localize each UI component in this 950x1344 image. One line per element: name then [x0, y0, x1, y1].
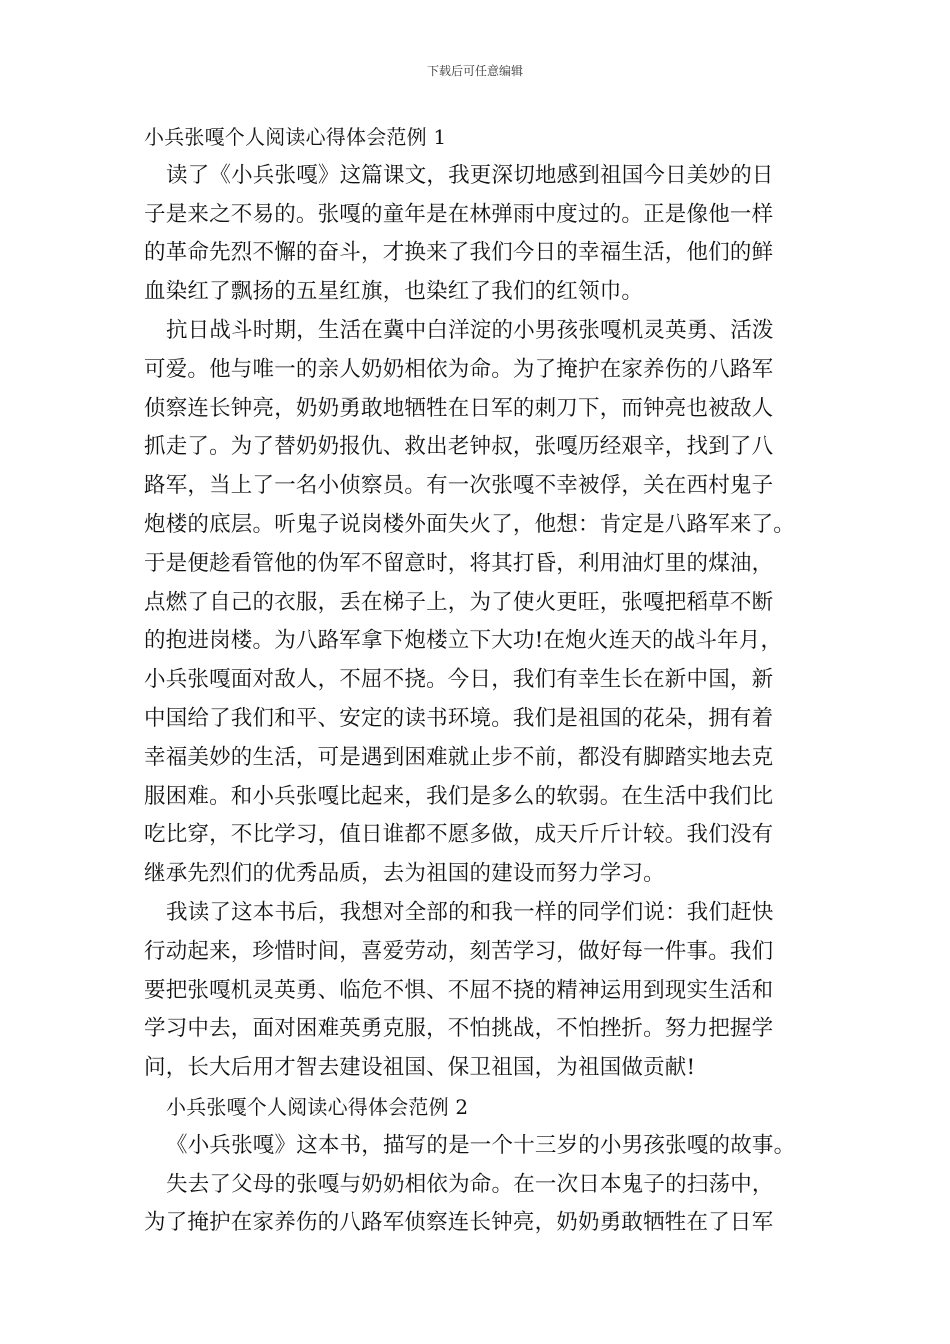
text-line: 继承先烈们的优秀品质，去为祖国的建设而努力学习。: [144, 861, 665, 887]
text-line: 抗日战斗时期，生活在冀中白洋淀的小男孩张嘎机灵英勇、活泼: [166, 317, 774, 343]
text-line: 为了掩护在家养伤的八路军侦察连长钟亮，奶奶勇敢牺牲在了日军: [144, 1210, 774, 1236]
section-heading: 小兵张嘎个人阅读心得体会范例 1: [144, 125, 447, 149]
text-line: 子是来之不易的。张嘎的童年是在林弹雨中度过的。正是像他一样: [144, 201, 774, 227]
text-line: 的革命先烈不懈的奋斗，才换来了我们今日的幸福生活，他们的鲜: [144, 240, 774, 266]
section-heading: 小兵张嘎个人阅读心得体会范例 2: [166, 1094, 469, 1119]
text-line: 《小兵张嘎》这本书，描写的是一个十三岁的小男孩张嘎的故事。: [166, 1132, 796, 1158]
document-body: [144, 118, 824, 1243]
text-line: 小兵张嘎面对敌人，不屈不挠。今日，我们有幸生长在新中国，新: [144, 667, 774, 693]
text-line: 服困难。和小兵张嘎比起来，我们是多么的软弱。在生活中我们比: [144, 783, 774, 809]
text-line: 可爱。他与唯一的亲人奶奶相依为命。为了掩护在家养伤的八路军: [144, 356, 774, 382]
text-line: 吃比穿，不比学习，值日谁都不愿多做，成天斤斤计较。我们没有: [144, 822, 774, 848]
text-line: 失去了父母的张嘎与奶奶相依为命。在一次日本鬼子的扫荡中，: [166, 1171, 774, 1197]
text-line: 炮楼的底层。听鬼子说岗楼外面失火了，他想：肯定是八路军来了。: [144, 511, 796, 537]
text-line: 要把张嘎机灵英勇、临危不惧、不屈不挠的精神运用到现实生活和: [144, 977, 774, 1003]
text-line: 路军，当上了一名小侦察员。有一次张嘎不幸被俘，关在西村鬼子: [144, 473, 774, 499]
text-line: 行动起来，珍惜时间，喜爱劳动，刻苦学习，做好每一件事。我们: [144, 938, 774, 964]
text-line: 读了《小兵张嘎》这篇课文，我更深切地感到祖国今日美妙的日: [166, 162, 774, 188]
text-line: 我读了这本书后，我想对全部的和我一样的同学们说：我们赶快: [166, 899, 774, 925]
text-line: 问，长大后用才智去建设祖国、保卫祖国，为祖国做贡献!: [144, 1055, 696, 1081]
text-line: 的抱进岗楼。为八路军拿下炮楼立下大功!在炮火连天的战斗年月，: [144, 628, 783, 654]
text-line: 学习中去，面对困难英勇克服，不怕挑战，不怕挫折。努力把握学: [144, 1016, 774, 1042]
text-line: 幸福美妙的生活，可是遇到困难就止步不前，都没有脚踏实地去克: [144, 744, 774, 770]
text-line: 中国给了我们和平、安定的读书环境。我们是祖国的花朵，拥有着: [144, 705, 774, 731]
text-line: 血染红了飘扬的五星红旗，也染红了我们的红领巾。: [144, 279, 644, 305]
text-line: 点燃了自己的衣服，丢在梯子上，为了使火更旺，张嘎把稻草不断: [144, 589, 774, 615]
text-line: 于是便趁看管他的伪军不留意时，将其打昏，利用油灯里的煤油，: [144, 550, 774, 576]
page-header: 下载后可任意编辑: [426, 64, 523, 78]
text-line: 侦察连长钟亮，奶奶勇敢地牺牲在日军的刺刀下，而钟亮也被敌人: [144, 395, 774, 421]
text-line: 抓走了。为了替奶奶报仇、救出老钟叔，张嘎历经艰辛，找到了八: [144, 434, 774, 460]
